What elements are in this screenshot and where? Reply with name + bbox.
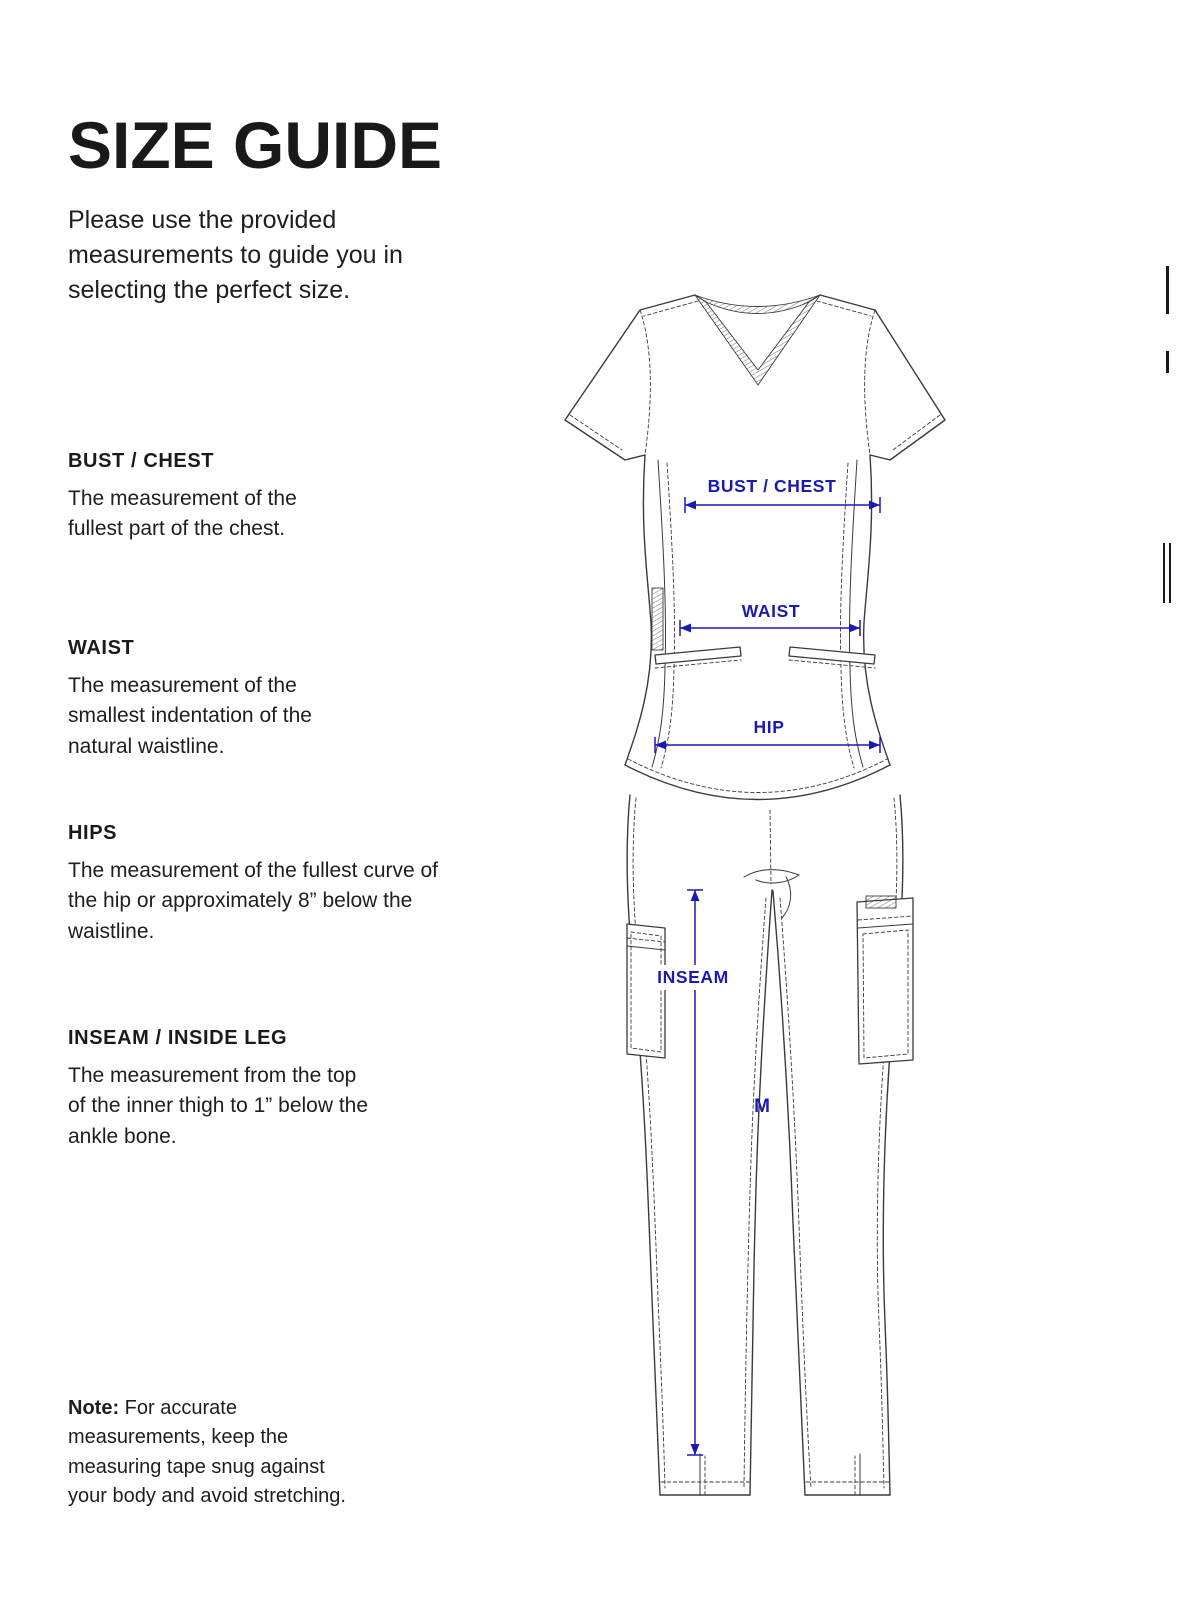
definition-body: The measurement of the fullest part of the chest.: [68, 487, 297, 541]
definition-heading: BUST / CHEST: [68, 450, 215, 472]
size-diagram: [528, 278, 973, 1523]
definition-waist: [68, 637, 340, 762]
definition-heading: WAIST: [68, 637, 135, 659]
note-text: [68, 1394, 368, 1512]
definition-hips: [68, 822, 440, 947]
size-marker-label: M: [754, 1096, 770, 1117]
inseam-measure-label: INSEAM: [657, 967, 729, 987]
definition-heading: INSEAM / INSIDE LEG: [68, 1027, 288, 1049]
edge-fragment: [1163, 543, 1165, 603]
definition-bust-chest: [68, 450, 330, 545]
definition-body: The measurement of the fullest curve of the hip or approximately 8” below the waistline.: [68, 859, 439, 943]
edge-fragment: [1166, 351, 1169, 373]
edge-fragment: [1169, 543, 1171, 603]
definition-heading: HIPS: [68, 822, 118, 844]
hip-measure-label: HIP: [753, 717, 785, 737]
intro-text: Please use the provided measurements to guide you in selecting the perfect size.: [68, 206, 403, 304]
note-label: Note:: [68, 1397, 120, 1419]
edge-fragment: [1166, 266, 1169, 314]
note-body: For accurate measurements, keep the measuring tape snug against your body and avoid stretching.: [68, 1397, 346, 1508]
bust-measure-label: BUST / CHEST: [707, 476, 837, 496]
page-title: SIZE GUIDE: [68, 108, 443, 183]
scrub-pants-drawing: [627, 795, 913, 1495]
cargo-pocket-right: [857, 896, 913, 1064]
definition-inseam: [68, 1027, 420, 1152]
waist-measure-label: WAIST: [741, 601, 801, 621]
cargo-pocket-left: [627, 924, 665, 1058]
definition-body: The measurement from the top of the inner thigh to 1” below the ankle bone.: [68, 1064, 369, 1148]
definition-body: The measurement of the smallest indentation of the natural waistline.: [68, 674, 312, 758]
